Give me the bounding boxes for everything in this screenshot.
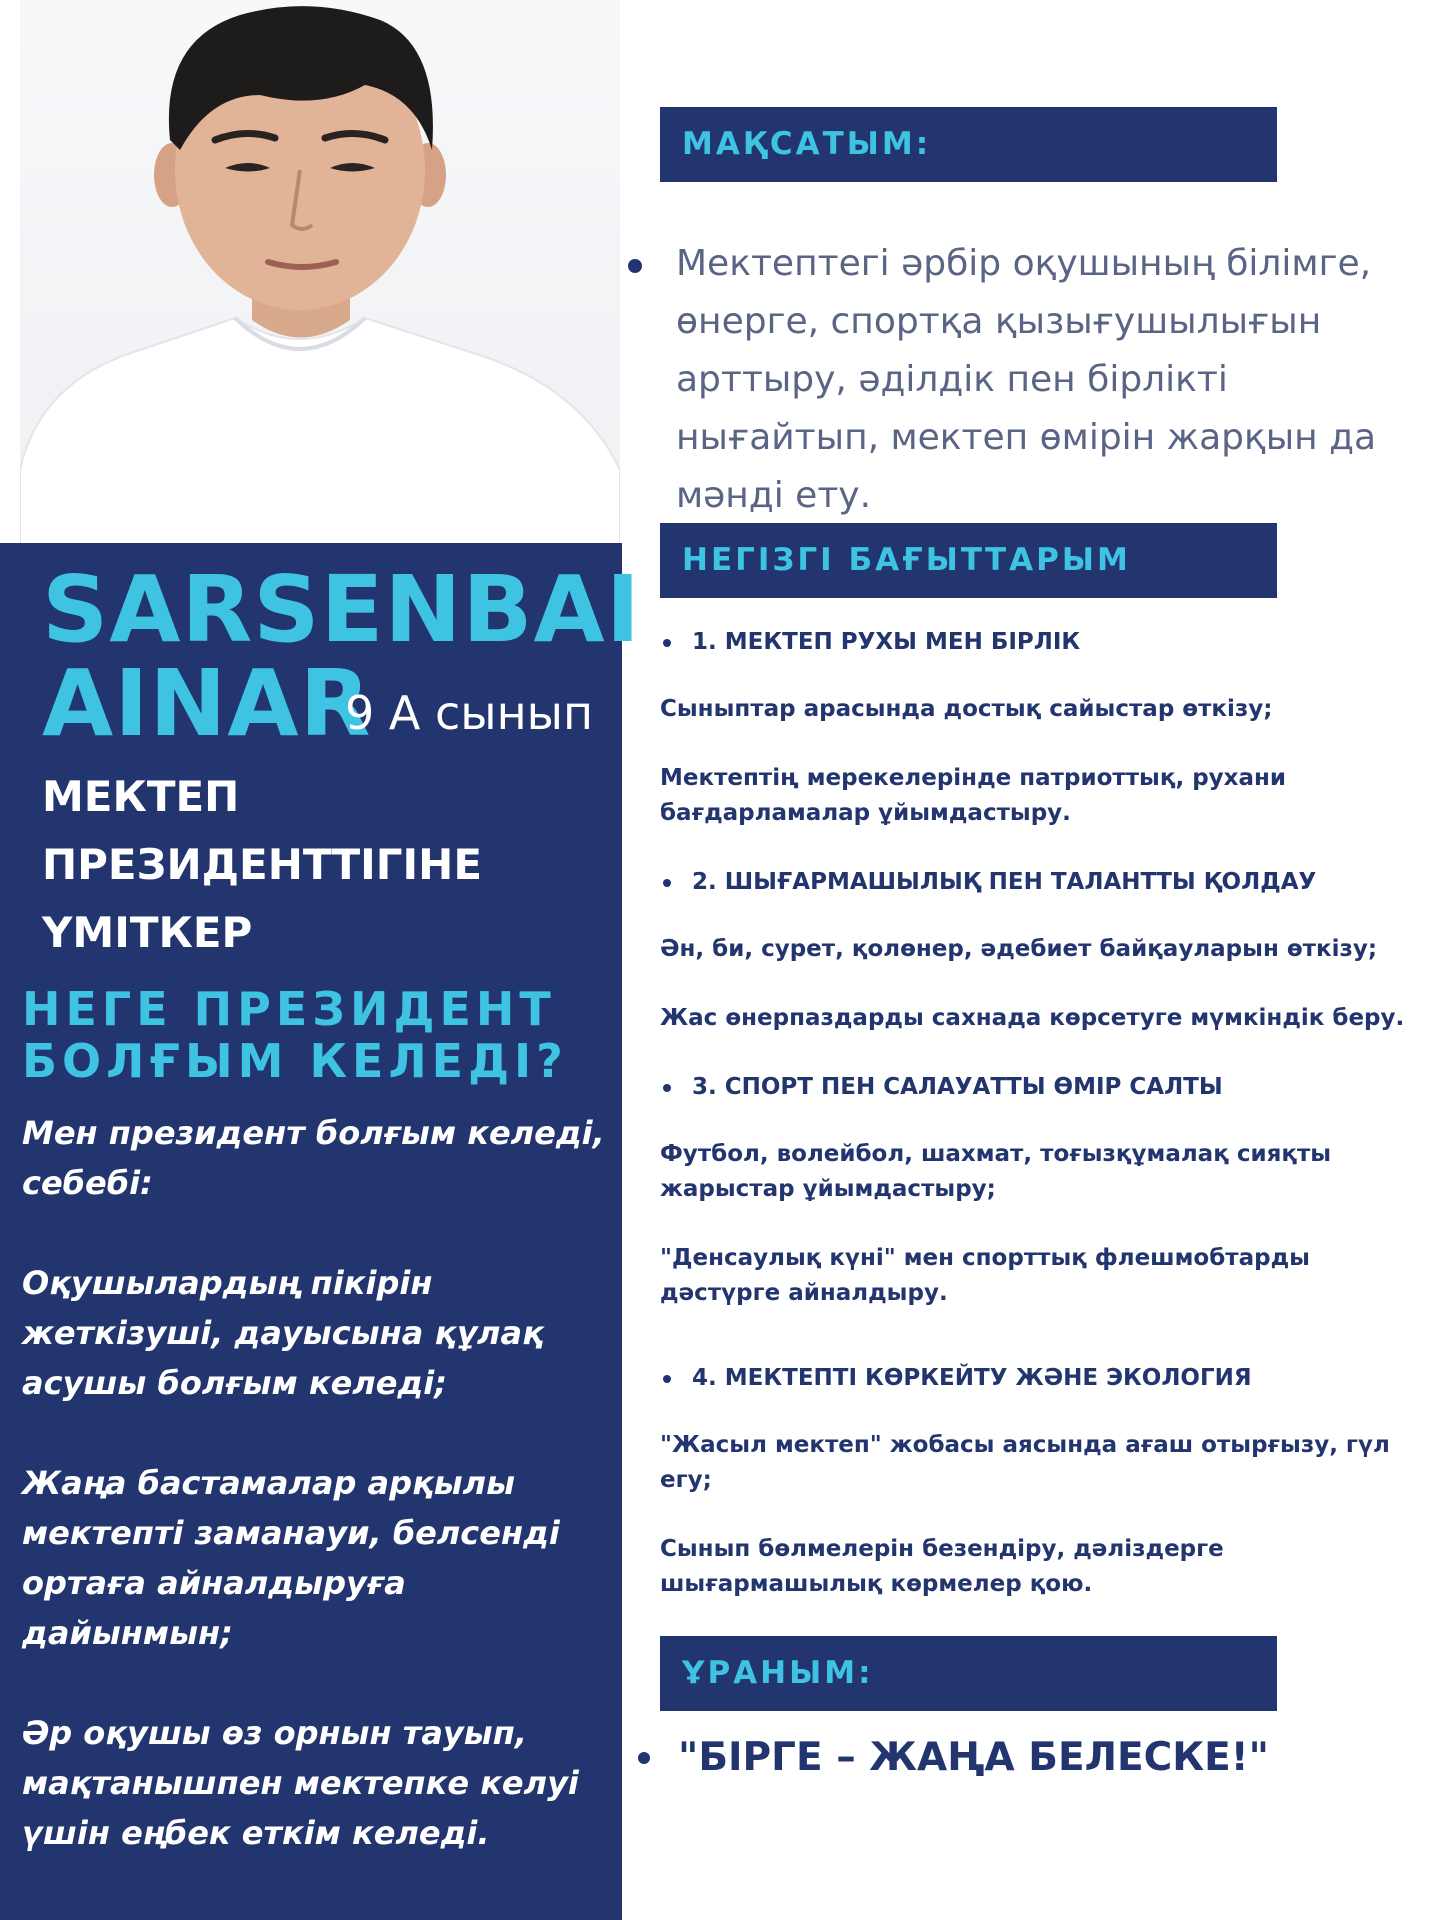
direction-item: "Денсаулық күні" мен спорттық флешмобтарды дәстүрге айналдыру.: [660, 1245, 1310, 1306]
direction-title-text: 4. МЕКТЕПТІ КӨРКЕЙТУ ЖӘНЕ ЭКОЛОГИЯ: [692, 1365, 1252, 1391]
directions-header: НЕГІЗГІ БАҒЫТТАРЫМ: [660, 523, 1277, 598]
portrait-illustration: [20, 0, 620, 545]
bullet-icon: [628, 259, 642, 273]
direction-item: Сынып бөлмелерін безендіру, дәліздерге шығармашылық көрмелер қою.: [660, 1536, 1224, 1597]
direction-item: Ән, би, сурет, қолөнер, әдебиет байқауларын өткізу;: [660, 936, 1378, 962]
why-paragraph: Оқушылардың пікірін жеткізуші, дауысына құлақ асушы болғым келеді;: [22, 1264, 544, 1402]
direction-title: [660, 1070, 1420, 1105]
bullet-icon: [663, 879, 671, 887]
candidate-class: 9 А сынып: [345, 686, 594, 740]
direction-item: Футбол, волейбол, шахмат, тоғызқұмалақ сияқты жарыстар ұйымдастыру;: [660, 1141, 1332, 1202]
bullet-icon: [638, 1752, 650, 1764]
direction-item: "Жасыл мектеп" жобасы аясында ағаш отырғызу, гүл егу;: [660, 1432, 1390, 1493]
direction-title: [660, 865, 1420, 900]
why-paragraph: Әр оқушы өз орнын тауып, мақтанышпен мектепке келуі үшін еңбек еткім келеді.: [22, 1714, 579, 1852]
direction-title: [660, 1361, 1420, 1396]
slogan-text: "БІРГЕ – ЖАҢА БЕЛЕСКЕ!": [678, 1735, 1269, 1780]
why-paragraph: Мен президент болғым келеді, себебі:: [22, 1114, 605, 1202]
directions-list: [660, 625, 1420, 1636]
goal-header: МАҚСАТЫМ:: [660, 107, 1277, 182]
direction-item: Жас өнерпаздарды сахнада көрсетуге мүмкіндік беру.: [660, 1005, 1405, 1031]
candidate-name-line2: AINAR: [42, 650, 372, 757]
direction-title: [660, 625, 1420, 660]
candidacy-title: МЕКТЕП ПРЕЗИДЕНТТІГІНЕ ҮМІТКЕР: [42, 772, 483, 957]
direction-title-text: 3. СПОРТ ПЕН САЛАУАТТЫ ӨМІР САЛТЫ: [692, 1074, 1223, 1100]
slogan-header: ҰРАНЫМ:: [660, 1636, 1277, 1711]
why-text: [22, 1108, 612, 1858]
goal-section: [628, 235, 1418, 525]
candidate-photo: [20, 0, 620, 545]
goal-text: Мектептегі әрбір оқушының білімге, өнерге, спортқа қызығушылығын арттыру, әділдік пен бірлікті нығайтып, мектеп өмірін жарқын да мәнді ету.: [676, 243, 1377, 516]
direction-item: Сыныптар арасында достық сайыстар өткізу;: [660, 696, 1273, 722]
left-panel: [0, 543, 641, 1920]
direction-item: Мектептің мерекелерінде патриоттық, рухани бағдарламалар ұйымдастыру.: [660, 765, 1287, 826]
direction-title-text: 2. ШЫҒАРМАШЫЛЫҚ ПЕН ТАЛАНТТЫ ҚОЛДАУ: [692, 869, 1317, 895]
bullet-icon: [663, 1084, 671, 1092]
bullet-icon: [663, 639, 671, 647]
bullet-icon: [663, 1375, 671, 1383]
candidate-name-line1: SARSENBAI: [42, 556, 641, 663]
direction-title-text: 1. МЕКТЕП РУХЫ МЕН БІРЛІК: [692, 629, 1081, 655]
slogan-section: [630, 1730, 1410, 1786]
why-paragraph: Жаңа бастамалар арқылы мектепті заманауи, белсенді ортаға айналдыруға дайынмын;: [22, 1464, 560, 1652]
why-title: НЕГЕ ПРЕЗИДЕНТ БОЛҒЫМ КЕЛЕДІ?: [22, 982, 568, 1088]
